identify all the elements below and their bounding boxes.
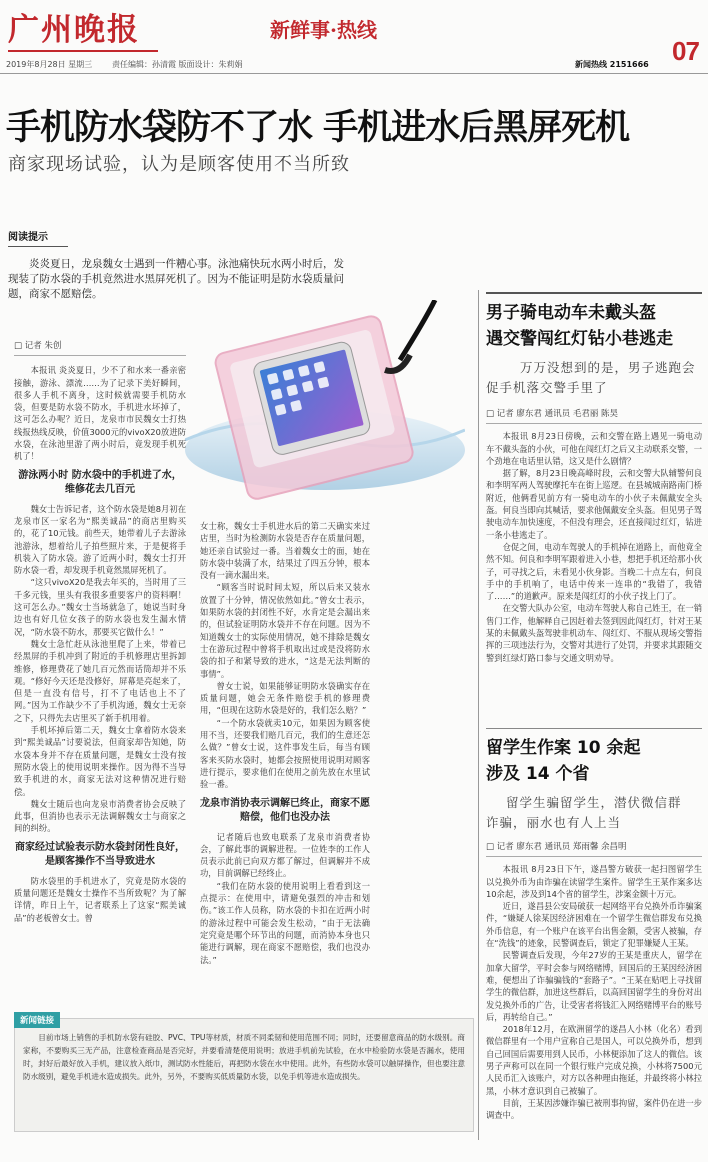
column-divider [478,290,479,1140]
issue-date: 2019年8月28日 星期三 [6,60,93,69]
story-2-headline-line-2: 涉及 14 个省 [486,764,590,784]
reading-tip [8,228,353,302]
article-paragraph: 魏女士急忙赶从泳池里爬了上来，带着已经黑屏的手机冲到了附近的手机修理店里拆卸维修，修理费花了她几百元然而话筒却并不乐观。“修好今天还是没修好，屏幕是亮起来了，但是一直没有信号，打不了电话也上不了网。”因为工作缺少不了手机沟通，魏女士无奈之下，只得先去店里买了新手机用着。 [14,638,186,723]
story-1-headline-line-1: 男子骑电动车未戴头盔 [486,303,656,323]
article-paragraph: “一个防水袋就卖10元，如果因为顾客使用不当，还要我们赔几百元，我们的生意还怎么做？”曾女士说，这件事发生后，每当有顾客来买防水袋时，她都会按照使用说明对顾客进行提示，要求他们在使用之前先放在水里试验一番。 [200,717,370,790]
story-top-rule [486,292,702,294]
article-paragraph: 本报讯 8月23日下午，遂昌警方破获一起扫图留学生以兑换外币为由诈骗在读留学生案件。留学生王某作案多达10余起，涉及到14个省的留学生，涉案金额十万元。 [486,864,702,899]
main-byline: □ 记者 朱创 [14,341,62,351]
story-1-byline: □ 记者 廖东君 通讯员 毛君丽 陈昊 [486,409,619,419]
reading-tip-label: 阅读提示 [8,232,48,243]
article-paragraph: 手机坏掉后第二天，魏女士拿着防水袋来到“熙美诚品”讨要说法，但商家却告知她，防水袋本身并不存在质量问题，是魏女士没有按照防水袋上的使用说明来操作。因为得不当导致手机进的水，商家无法对这种情况进行赔偿。 [14,725,186,797]
article-paragraph: 民警调查后发现，今年27岁的王某是重庆人，留学在加拿大留学，平时会参与网络赌博，回国后的王某因经济困难，便想出了诈骗骗钱的“套路子”。“王某在贴吧上寻找留学生的微信群，加进这些群后，以高回国留学生的身份对出发兑换外币的广告，让受害者将钱汇入网络赌博平台的账号后，再转给自己。” [486,950,702,1022]
article-paragraph: 本报讯 8月23日傍晚，云和交警在路上遇见一骑电动车不戴头盔的小伙，可他在闯红灯之后又主动联系交警，一个劲地在电话里认错，这又是什么剧情？ [486,431,702,466]
news-link-body: 目前市场上销售的手机防水袋有硅胶、PVC、TPU等材质，材质不同柔韧和使用范围不同；同时，还要留意商品的防水级别。商家称，不要购买三无产品，注意检查商品是否完好，并要看清楚使用说明；放进手机前先试验，在水中检验防水袋是否漏水，使用时，封好后最好放入手机，建议放入纸巾，测试防水性能后，再把防水袋在水中使用。此外，有些防水袋可以触屏操作，但也要注意防水级别，避免手机进水造成损失。此外，另外，不要购买低质量防水袋，以免手机等进水造成损失。 [23,1033,465,1081]
story-2-byline: □ 记者 廖东君 通讯员 郑雨馨 余昌明 [486,842,627,852]
page-number: 07 [672,36,699,66]
byline-rule [486,856,702,857]
top-info-bar [0,58,708,72]
article-paragraph: “顾客当时说时间太短，所以后来又装水放置了十分钟，情况依然如此。”曾女士表示，如果防水袋的封闭性不好，水肯定是会漏出来的，但试验证明防水袋并不存在问题。因为不知道魏女士的实际使用情况，她不排除是魏女士在游玩过程中曾将手机取出过或是没将防水袋的扣子和紧导致的进水，“这是无法判断的事情”。 [200,582,370,679]
article-paragraph: “我们在防水袋的使用说明上看看到这一点提示：在使用中，请避免强烈的冲击和划伤。”该工作人员称，防水袋的卡扣在近两小时的游泳过程中可能会发生松动，“由于无法确定究竟是哪个环节出的问题，而消协本身也只能进行调解，现在商家不愿赔偿，我们也没办法。” [200,880,370,965]
news-hotline: 新闻热线 2151666 [575,60,649,69]
main-headline: 手机防水袋防不了水 手机进水后黑屏死机 [6,108,630,148]
story-top-rule [486,728,702,729]
news-link-box [14,1018,474,1132]
byline-rule [486,423,702,424]
article-paragraph: 2018年12月，在欧洲留学的遂昌人小林（化名）看到微信群里有一个用户宣称自己是国人，可以兑换外币，想到自己回国后需要用到人民币，小林便添加了这人的微信。该男子声称可以在同一个银行账户完成兑换，小林将7500元人民币汇入该账户，对方以各种理由拖延，并最终将小林拉黑，小林才意识到自己被骗了。 [486,1024,702,1096]
byline-rule [14,355,186,356]
story-1-subhead-line-2: 促手机落交警手里了 [486,380,608,395]
right-story-2 [486,728,702,1122]
article-subheading: 游泳两小时 防水袋中的手机进了水，维修花去几百元 [18,469,182,495]
article-paragraph: 记者随后也致电联系了龙泉市消费者协会，了解此事的调解进程。一位姓李的工作人员表示此前已向双方都了解过，但调解并不成功，目前调解已经终止。 [200,831,370,879]
article-subheading: 商家经过试验表示防水袋封闭性良好，是顾客操作不当导致进水 [15,841,185,867]
article-paragraph: 目前，王某因涉嫌诈骗已被刑事拘留，案件仍在进一步调查中。 [486,1097,702,1121]
story-2-subhead-line-2: 诈骗，丽水也有人上当 [486,815,622,830]
article-paragraph: 近日，遂昌县公安局破获一起网络平台兑换外币诈骗案件，“嫌疑人徐某因经济困难在一个留学生微信群发布兑换外币信息，有一个账户在该平台出售金额，受害人被骗，存在“洗钱”的迹象，民警调查后，锁定了犯罪嫌疑人王某。 [486,901,702,949]
editor-credits: 责任编辑：孙清霞 版面设计：朱莉娟 [112,60,243,69]
article-paragraph: 魏女士告诉记者，这个防水袋是她8月初在龙泉市区一家名为“熙美诚品”的商店里购买的，花了10元钱。前些天，她带着儿子去游泳池游泳，想着给儿子拍些照片来，于是便将手机装入了防水袋。游了近两小时，魏女士打开防水袋一看，却发现手机竟然黑屏死机了。 [14,503,186,576]
article-paragraph: “这只vivoX20是我去年买的，当时用了三千多元钱，里头有我很多重要客户的资料啊！这可怎么办。”魏女士当场就急了，她说当时身边也有好几位女孩子的防水袋也发生漏水情况，“防水袋不防水，那要买它做什么！” [14,577,186,637]
header-divider [0,73,708,74]
article-subheading: 龙泉市消协表示调解已终止，商家不愿赔偿，他们也没办法 [200,797,370,823]
reading-tip-rule [8,246,68,247]
phone-in-waterproof-bag-photo [185,300,465,520]
article-paragraph: 本报讯 炎炎夏日，少不了和水来一番亲密接触，游泳、漂流……为了记录下美好瞬间，很多人手机不离身，这时候就需要手机防水袋，但要是防水袋不防水，手机进水坏掉了，这可怎么办呢？近日，龙泉市市民魏女士打热线报热线反映，价值3000元的vivoX20放进防水袋，在泳池里游了两小时后，竟发现手机死机了！ [14,365,186,462]
story-1-subhead-line-1: 万万没想到的是，男子逃跑会 [520,360,696,375]
article-paragraph: 魏女士随后也向龙泉市消费者协会反映了此事，但消协也表示无法调解魏女士与商家之间的纠纷。 [14,798,186,834]
main-subhead: 商家现场试验，认为是顾客使用不当所致 [8,154,350,175]
main-article-column-2 [200,520,370,966]
article-paragraph: 据了解，8月23日晚高峰时段，云和交警大队辅警何良和李明军两人驾驶摩托车在街上巡逻。在县城城南路南门桥附近，他俩看见前方有一骑电动车的小伙子未佩戴安全头盔。何良当即向其喊话，要求他佩戴安全头盔。但见男子驾驶电动车加快速度，不但没有理会，还直接闯过红灯，钻进一条小巷逃走了。 [486,468,702,540]
article-paragraph: 曾女士说，如果能够证明防水袋确实存在质量问题，她会无条件赔偿手机的修理费用，“但现在这防水袋是好的，我们怎么赔？” [200,680,370,716]
reading-tip-body: 炎炎夏日，龙泉魏女士遇到一件糟心事。泳池痛快玩水两小时后，发现装了防水袋的手机竟然进水黑屏死机了。因为不能证明是防水袋质量问题，商家不愿赔偿。 [8,258,344,300]
story-2-headline-line-1: 留学生作案 10 余起 [486,738,641,758]
story-2-subhead-line-1: 留学生骗留学生，潜伏微信群 [506,795,682,810]
story-1-headline-line-2: 遇交警闯红灯钻小巷逃走 [486,329,673,349]
article-paragraph: 在交警大队办公室，电动车驾驶人称自己姓王，在一销售门工作，他解释自己因赶着去签到因此闯红灯，针对王某某的未佩戴头盔驾驶非机动车、闯红灯、不服从现场交警指挥的三项违法行为，交警对其进行了处罚，并要求其跟随交警到红绿灯路口参与交通文明劝导。 [486,603,702,663]
news-link-tag: 新闻链接 [14,1012,60,1028]
article-paragraph: 女士称，魏女士手机进水后的第二天确实来过店里，当时为检测防水袋是否存在质量问题，她还亲自试验过一番。当着魏女士的面，她在防水袋中装满了水，结果过了四五分钟，根本没有一滴水漏出来。 [200,521,370,581]
newspaper-masthead: 广州晚报 [8,10,158,50]
article-paragraph: 防水袋里的手机进水了，究竟是防水袋的质量问题还是魏女士操作不当所致呢？为了解详情，昨日上午，记者联系上了这家“熙美诚品”的老板曾女士。曾 [14,875,186,923]
article-paragraph: 仓促之间，电动车驾驶人的手机掉在道路上，而他竟全然不知。何良和李明军跟着进入小巷，想把手机还给那小伙子，可寻找之后，未看见小伙身影。当晚二十点左右，何良手中的手机响了，电话中传来一连串的“我错了，我错了……”的道歉声。原来是闯红灯的小伙子找上门了。 [486,541,702,602]
section-title: 新鲜事·热线 [270,18,377,42]
main-article-column-1 [14,340,186,924]
right-story-1 [486,292,702,664]
